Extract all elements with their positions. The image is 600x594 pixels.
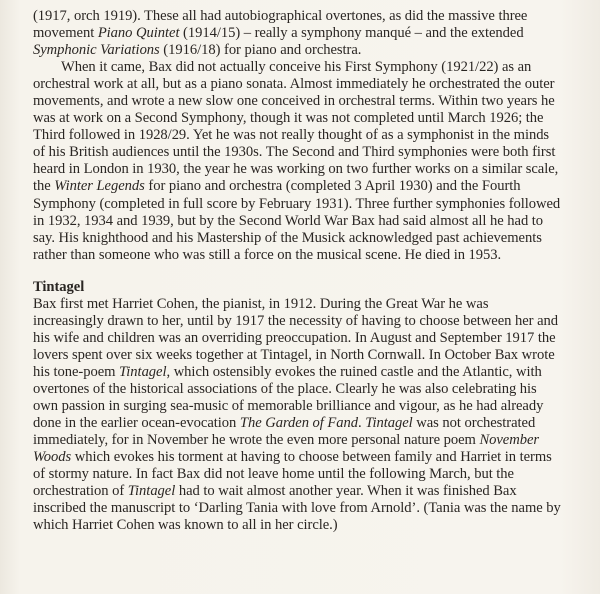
body-text	[33, 8, 561, 534]
paragraph-intro	[33, 8, 561, 59]
work-title: Symphonic Variations	[33, 42, 160, 59]
work-title: Tintagel	[119, 363, 167, 380]
text-run: was not orchestrated immediately, for in November he wrote the even more personal nature poem	[33, 415, 536, 449]
text-run: (1914/15) – really a symphony manqué – and the extended	[179, 25, 524, 42]
text-run: When it came, Bax did not actually conceive his First Symphony (1921/22) as an orchestral work at all, but as a piano sonata. Almost immediately he orchestrated the outer movements, and wrote a new slow one conceived in orchestral terms. Within two years he was at work on a Second Symphony, though it was not completed until March 1926; the Third followed in 1928/29. Yet he was not really thought of as a symphonist in the minds of his British audiences until the 1930s. The Second and Third symphonies were both first heard in London in 1930, the year he was working on two further works on a similar scale, the	[33, 59, 559, 195]
text-run: which evokes his torment at having to choose between family and Harriet in terms of stormy nature. In fact Bax did not leave home until the following March, but the orchestration of	[33, 449, 552, 500]
paragraph-tintagel	[33, 296, 561, 535]
text-run: had to wait almost another year. When it was finished Bax inscribed the manuscript to ‘Darling Tania with love from Arnold’. (Tania was the name by which Harriet Cohen was known to all in her circle.)	[33, 483, 561, 534]
text-run: (1917, orch 1919). These all had autobiographical overtones, as did the massive three movement	[33, 8, 528, 42]
text-run: Bax first met Harriet Cohen, the pianist, in 1912. During the Great War he was increasingly drawn to her, until by 1917 the necessity of having to choose between her and his wife and children was an overriding preoccupation. In August and September 1917 the lovers spent over six weeks together at Tintagel, in North Cornwall. In October Bax wrote his tone-poem	[33, 295, 559, 380]
work-title: Tintagel	[365, 415, 413, 432]
paragraph-symphonies	[33, 59, 561, 264]
text-run: .	[358, 415, 366, 432]
work-title: November Woods	[33, 432, 540, 466]
section-heading: Tintagel	[33, 278, 85, 295]
text-run: for piano and orchestra (completed 3 April 1930) and the Fourth Symphony (completed in full score by February 1931). Three further symphonies followed in 1932, 1934 and 1939, but by the Second World War Bax had said almost all he had to say. His knighthood and his Mastership of the Musick acknowledged past achievements rather than someone who was still a force on the musical scene. He died in 1953.	[33, 178, 561, 263]
text-run: (1916/18) for piano and orchestra.	[159, 42, 362, 59]
text-run: , which ostensibly evokes the ruined castle and the Atlantic, with overtones of the historical associations of the place. Clearly he was also celebrating his own passion in surging sea-music of memorable brilliance and vigour, as he had already done in the earlier ocean-evocation	[33, 363, 544, 432]
work-title: Winter Legends	[54, 178, 145, 195]
work-title: Tintagel	[127, 483, 176, 500]
work-title: The Garden of Fand	[239, 415, 359, 432]
work-title: Piano Quintet	[97, 25, 180, 42]
